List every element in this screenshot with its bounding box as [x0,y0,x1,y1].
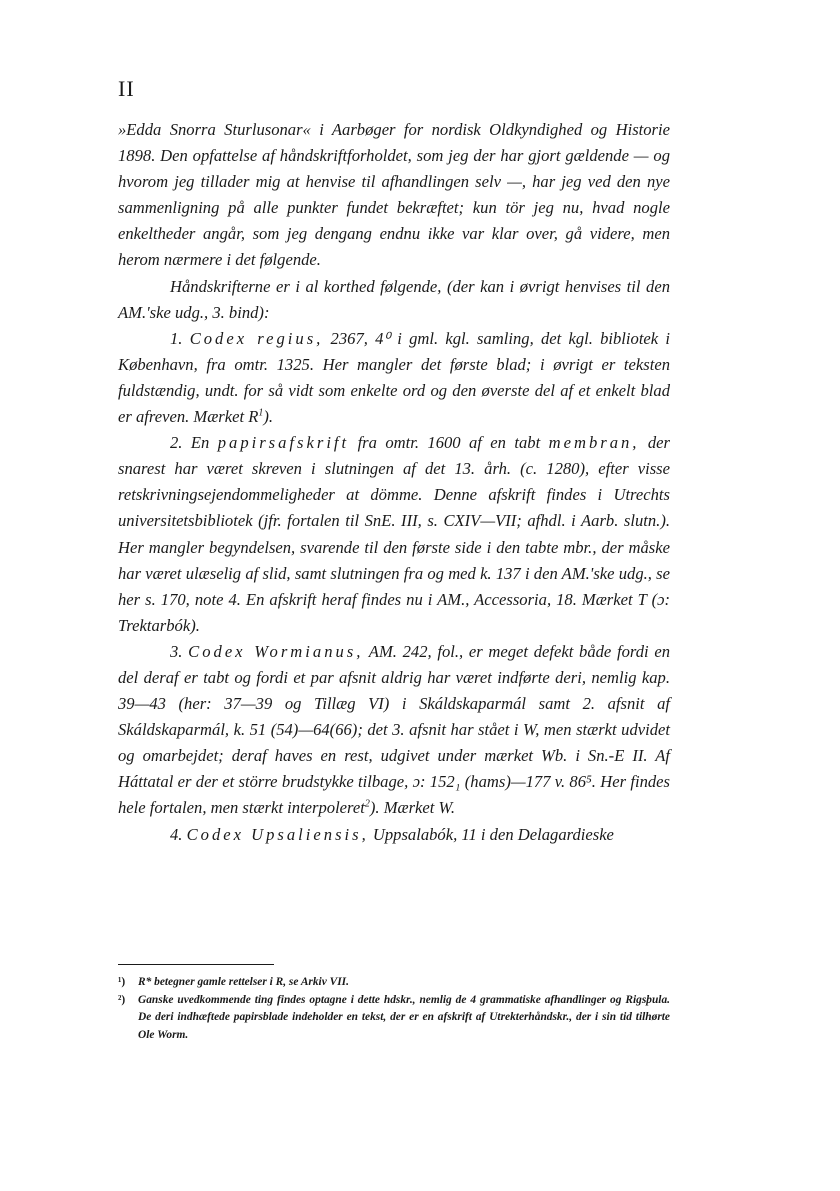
item-number: 2. [170,433,183,453]
list-item-2 [118,430,670,639]
footnote-mark: ²) [118,993,126,1006]
footnote-text: R* betegner gamle rettelser i R, se Arkiv VII. [138,976,349,988]
footnote-ref: 1 [258,407,264,419]
item-end: ). Mærket W. [369,798,455,818]
footnotes [118,974,670,1044]
manuscript-name: Codex Wormianus, [188,641,364,661]
footnote-divider [118,964,274,965]
item-number: 1. [170,328,183,348]
item-text: der snarest har været skreven i slutningen af det 13. årh. (c. 1280), efter visse retskrivningsejendommeligheder at dömme. Denne afskrift findes i Utrechts universitetsbibliotek (jfr. fortalen til SnE. III, s. CXIV—VII; afhdl. i Aarb. slutn.). Her mangler begyndelsen, svarende til den første side i den tabte mbr., der måske har været ulæselig af slid, samt slutningen fra og med k. 137 i den AM.'ske udg., se her s. 170, note 4. En afskrift heraf findes nu i AM., Accessoria, 18. Mærket T (ɔ: Trektarbók). [118,433,670,635]
item-number: 4. [170,824,183,844]
footnote-text: Ganske uvedkommende ting findes optagne i dette hdskr., nemlig de 4 grammatiske afhandlinger og Rigsþula. De deri indhæftede papirsblade indeholder en tekst, der er en afskrift af Utrekterhåndskr., der i sin tid tilhørte Ole Worm. [138,993,670,1041]
manuscript-name: Codex regius, [189,328,324,348]
manuscript-name-2: membran, [548,433,640,453]
list-item-1 [118,326,670,430]
footnote-2 [118,992,670,1045]
item-mid: fra omtr. 1600 af en tabt [349,433,549,453]
footnote-mark: ¹) [118,976,126,988]
item-number: 3. [170,641,183,661]
item-text: Uppsalabók, 11 i den Delagardieske [368,824,614,844]
body-text [118,117,670,848]
footnote-1 [118,974,670,992]
item-text: AM. 242, fol., er meget defekt både fordi en del deraf er tabt og fordi et par afsnit aldrig har været indførte deri, nemlig kap. 39—43 (her: 37—39 og Tillæg VI) i Skáldskaparmál samt 2. afsnit af Skáldskaparmál, k. 51 (54)—64(66); det 3. afsnit har stået i W, men stærkt udvidet og omarbejdet; deraf haves en rest, udgivet under mærket Wb. i Sn.-E II. Af Háttatal er der et större brudstykke tilbage, ɔ: 152₁ (hams)—177 v. 86⁵. Her findes hele fortalen, men stærkt interpoleret [118,641,670,818]
item-end: ). [263,407,274,427]
lead-paragraph: Håndskrifterne er i al korthed følgende, (der kan i øvrigt henvises til den AM.'ske udg., 3. bind): [118,276,670,322]
item-text: 2367, 4⁰ i gml. kgl. samling, det kgl. bibliotek i København, fra omtr. 1325. Her mangler det første blad; i øvrigt er teksten fuldstændig, undt. for så vidt som enkelte ord og den øverste del af et enkelt blad er afreven. Mærket R [118,328,671,427]
list-item-4 [118,822,670,848]
manuscript-name: papirsafskrift [217,433,350,453]
list-item-3 [118,639,670,822]
intro-paragraph: »Edda Snorra Sturlusonar« i Aarbøger for nordisk Oldkyndighed og Historie 1898. Den opfattelse af håndskriftforholdet, som jeg der har gjort gældende — og hvorom jeg tillader mig at henvise til afhandlingen selv —, har jeg ved den nye sammenligning på alle punkter fundet bekræftet; kun tör jeg nu, hvad nogle enkeltheder angår, som jeg dengang endnu ikke var klar over, gå videre, men herom nærmere i det følgende. [118,120,670,270]
page-number: II [118,76,135,101]
manuscript-name: Codex Upsaliensis, [186,824,369,844]
item-pre: En [190,433,218,453]
footnote-ref: 2 [364,798,370,810]
